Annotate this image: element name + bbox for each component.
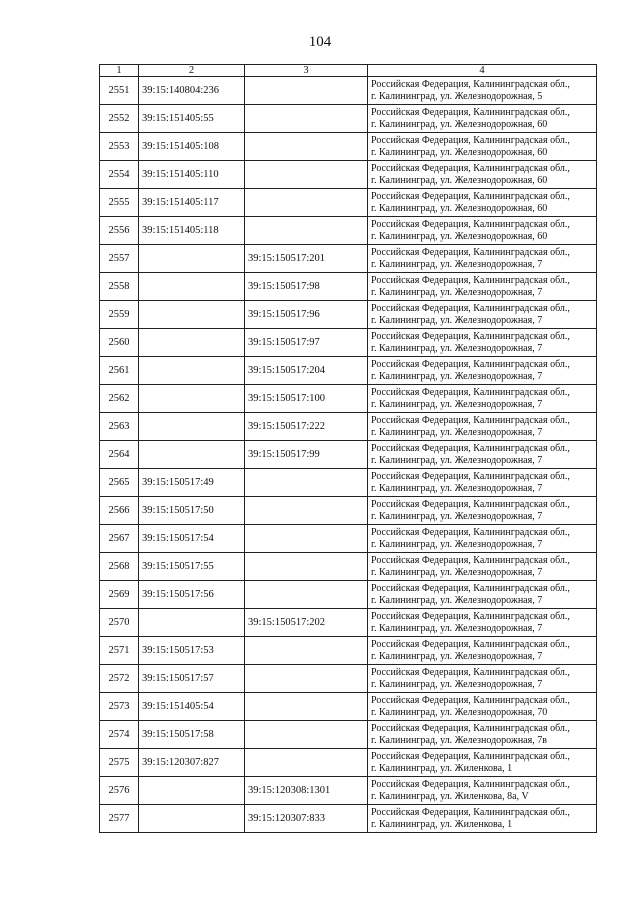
row-number: 2570 (100, 609, 139, 637)
address-cell (368, 441, 597, 469)
address-line-2: г. Калининград, ул. Железнодорожная, 7 (371, 258, 543, 270)
address-line-1: Российская Федерация, Калининградская обл., (371, 470, 570, 482)
cadastral-number-col3 (245, 217, 368, 245)
table-row (100, 749, 597, 777)
address-cell (368, 805, 597, 833)
table-row (100, 553, 597, 581)
table-row (100, 217, 597, 245)
address-cell (368, 273, 597, 301)
address-line-1: Российская Федерация, Калининградская обл., (371, 610, 570, 622)
address-line-2: г. Калининград, ул. Железнодорожная, 7 (371, 426, 543, 438)
table-row (100, 245, 597, 273)
cadastral-number-col3: 39:15:150517:98 (245, 273, 368, 301)
address-line-2: г. Калининград, ул. Железнодорожная, 7 (371, 286, 543, 298)
address-line-2: г. Калининград, ул. Железнодорожная, 60 (371, 118, 548, 130)
address-line-1: Российская Федерация, Калининградская обл., (371, 442, 570, 454)
row-number: 2574 (100, 721, 139, 749)
cadastral-number-col3 (245, 721, 368, 749)
address-cell (368, 189, 597, 217)
cadastral-number-col2: 39:15:150517:53 (139, 637, 245, 665)
column-header-4: 4 (368, 65, 597, 77)
address-line-2: г. Калининград, ул. Железнодорожная, 60 (371, 146, 548, 158)
address-cell (368, 581, 597, 609)
cadastral-number-col2: 39:15:150517:58 (139, 721, 245, 749)
address-cell (368, 609, 597, 637)
cadastral-number-col3: 39:15:150517:202 (245, 609, 368, 637)
cadastral-number-col3 (245, 161, 368, 189)
address-line-1: Российская Федерация, Калининградская обл., (371, 162, 570, 174)
table-row (100, 525, 597, 553)
address-line-2: г. Калининград, ул. Железнодорожная, 7 (371, 398, 543, 410)
table-header-row (100, 65, 597, 77)
address-line-2: г. Калининград, ул. Железнодорожная, 5 (371, 90, 543, 102)
cadastral-number-col2: 39:15:150517:57 (139, 665, 245, 693)
address-line-2: г. Калининград, ул. Железнодорожная, 7 (371, 482, 543, 494)
cadastral-number-col2 (139, 777, 245, 805)
cadastral-number-col2: 39:15:151405:108 (139, 133, 245, 161)
table-row (100, 469, 597, 497)
cadastral-number-col3 (245, 693, 368, 721)
row-number: 2576 (100, 777, 139, 805)
address-line-2: г. Калининград, ул. Железнодорожная, 60 (371, 230, 548, 242)
address-line-1: Российская Федерация, Калининградская обл., (371, 750, 570, 762)
address-line-1: Российская Федерация, Калининградская обл., (371, 498, 570, 510)
row-number: 2562 (100, 385, 139, 413)
table-row (100, 721, 597, 749)
cadastral-number-col3 (245, 133, 368, 161)
address-cell (368, 497, 597, 525)
registry-table (99, 64, 597, 833)
table-row (100, 413, 597, 441)
cadastral-number-col2 (139, 301, 245, 329)
cadastral-number-col3 (245, 497, 368, 525)
row-number: 2564 (100, 441, 139, 469)
cadastral-number-col2 (139, 805, 245, 833)
address-line-1: Российская Федерация, Калининградская обл., (371, 666, 570, 678)
row-number: 2559 (100, 301, 139, 329)
table-row (100, 329, 597, 357)
cadastral-number-col3 (245, 77, 368, 105)
table-row (100, 693, 597, 721)
table-row (100, 105, 597, 133)
row-number: 2569 (100, 581, 139, 609)
address-line-2: г. Калининград, ул. Железнодорожная, 60 (371, 202, 548, 214)
address-cell (368, 637, 597, 665)
cadastral-number-col2: 39:15:151405:110 (139, 161, 245, 189)
column-header-1: 1 (100, 65, 139, 77)
address-cell (368, 749, 597, 777)
address-line-2: г. Калининград, ул. Железнодорожная, 7 (371, 314, 543, 326)
address-line-2: г. Калининград, ул. Жиленкова, 8а, V (371, 790, 529, 802)
row-number: 2551 (100, 77, 139, 105)
cadastral-number-col3 (245, 637, 368, 665)
address-line-1: Российская Федерация, Калининградская обл., (371, 386, 570, 398)
row-number: 2575 (100, 749, 139, 777)
row-number: 2553 (100, 133, 139, 161)
row-number: 2565 (100, 469, 139, 497)
address-line-2: г. Калининград, ул. Железнодорожная, 7 (371, 510, 543, 522)
table-row (100, 77, 597, 105)
address-line-1: Российская Федерация, Калининградская обл., (371, 806, 570, 818)
address-cell (368, 245, 597, 273)
cadastral-number-col3 (245, 189, 368, 217)
table-row (100, 665, 597, 693)
address-cell (368, 217, 597, 245)
column-header-3: 3 (245, 65, 368, 77)
cadastral-number-col2 (139, 413, 245, 441)
row-number: 2571 (100, 637, 139, 665)
cadastral-number-col2: 39:15:150517:49 (139, 469, 245, 497)
address-line-2: г. Калининград, ул. Железнодорожная, 7 (371, 538, 543, 550)
address-line-2: г. Калининград, ул. Железнодорожная, 7 (371, 594, 543, 606)
cadastral-number-col3: 39:15:120308:1301 (245, 777, 368, 805)
cadastral-number-col2: 39:15:151405:117 (139, 189, 245, 217)
address-cell (368, 525, 597, 553)
address-cell (368, 161, 597, 189)
row-number: 2554 (100, 161, 139, 189)
address-line-1: Российская Федерация, Калининградская обл., (371, 778, 570, 790)
table-body (100, 77, 597, 833)
address-line-2: г. Калининград, ул. Железнодорожная, 7 (371, 370, 543, 382)
address-cell (368, 77, 597, 105)
address-line-2: г. Калининград, ул. Железнодорожная, 7 (371, 454, 543, 466)
address-cell (368, 105, 597, 133)
address-cell (368, 777, 597, 805)
address-line-2: г. Калининград, ул. Жиленкова, 1 (371, 818, 513, 830)
address-line-1: Российская Федерация, Калининградская обл., (371, 358, 570, 370)
address-cell (368, 385, 597, 413)
address-line-1: Российская Федерация, Калининградская обл., (371, 106, 570, 118)
cadastral-number-col3 (245, 469, 368, 497)
cadastral-number-col3: 39:15:150517:222 (245, 413, 368, 441)
address-line-1: Российская Федерация, Калининградская обл., (371, 218, 570, 230)
cadastral-number-col2 (139, 441, 245, 469)
cadastral-number-col3: 39:15:150517:96 (245, 301, 368, 329)
cadastral-number-col2 (139, 245, 245, 273)
table-row (100, 161, 597, 189)
address-cell (368, 357, 597, 385)
cadastral-number-col3 (245, 105, 368, 133)
address-line-1: Российская Федерация, Калининградская обл., (371, 554, 570, 566)
cadastral-number-col2: 39:15:151405:54 (139, 693, 245, 721)
address-line-2: г. Калининград, ул. Железнодорожная, 7 (371, 566, 543, 578)
table-row (100, 301, 597, 329)
cadastral-number-col2: 39:15:150517:55 (139, 553, 245, 581)
cadastral-number-col3 (245, 749, 368, 777)
address-cell (368, 329, 597, 357)
cadastral-number-col3 (245, 525, 368, 553)
address-line-1: Российская Федерация, Калининградская обл., (371, 414, 570, 426)
cadastral-number-col2 (139, 357, 245, 385)
address-line-2: г. Калининград, ул. Железнодорожная, 70 (371, 706, 548, 718)
row-number: 2567 (100, 525, 139, 553)
row-number: 2573 (100, 693, 139, 721)
cadastral-number-col3 (245, 581, 368, 609)
table-row (100, 385, 597, 413)
address-cell (368, 469, 597, 497)
cadastral-number-col3 (245, 553, 368, 581)
address-line-1: Российская Федерация, Калининградская обл., (371, 78, 570, 90)
address-line-2: г. Калининград, ул. Железнодорожная, 7 (371, 342, 543, 354)
cadastral-number-col3: 39:15:150517:100 (245, 385, 368, 413)
row-number: 2577 (100, 805, 139, 833)
address-line-1: Российская Федерация, Калининградская обл., (371, 526, 570, 538)
cadastral-number-col2: 39:15:151405:55 (139, 105, 245, 133)
page-number: 104 (308, 34, 332, 50)
address-cell (368, 665, 597, 693)
address-line-2: г. Калининград, ул. Железнодорожная, 7в (371, 734, 547, 746)
table-row (100, 581, 597, 609)
cadastral-number-col3: 39:15:150517:99 (245, 441, 368, 469)
row-number: 2560 (100, 329, 139, 357)
cadastral-number-col2 (139, 609, 245, 637)
address-cell (368, 721, 597, 749)
row-number: 2552 (100, 105, 139, 133)
table-row (100, 497, 597, 525)
table-row (100, 133, 597, 161)
address-line-2: г. Калининград, ул. Железнодорожная, 7 (371, 622, 543, 634)
row-number: 2558 (100, 273, 139, 301)
address-line-1: Российская Федерация, Калининградская обл., (371, 134, 570, 146)
table-row (100, 805, 597, 833)
column-header-2: 2 (139, 65, 245, 77)
address-line-2: г. Калининград, ул. Жиленкова, 1 (371, 762, 513, 774)
address-line-1: Российская Федерация, Калининградская обл., (371, 274, 570, 286)
cadastral-number-col2 (139, 273, 245, 301)
row-number: 2555 (100, 189, 139, 217)
table-row (100, 357, 597, 385)
address-line-1: Российская Федерация, Калининградская обл., (371, 582, 570, 594)
cadastral-number-col3: 39:15:150517:201 (245, 245, 368, 273)
table-row (100, 189, 597, 217)
cadastral-number-col2 (139, 329, 245, 357)
cadastral-number-col3 (245, 665, 368, 693)
cadastral-number-col3: 39:15:150517:204 (245, 357, 368, 385)
cadastral-number-col2: 39:15:150517:54 (139, 525, 245, 553)
address-line-2: г. Калининград, ул. Железнодорожная, 7 (371, 678, 543, 690)
address-cell (368, 553, 597, 581)
cadastral-number-col2: 39:15:150517:56 (139, 581, 245, 609)
address-line-1: Российская Федерация, Калининградская обл., (371, 638, 570, 650)
address-line-2: г. Калининград, ул. Железнодорожная, 7 (371, 650, 543, 662)
address-line-2: г. Калининград, ул. Железнодорожная, 60 (371, 174, 548, 186)
table-row (100, 273, 597, 301)
address-cell (368, 301, 597, 329)
cadastral-number-col2 (139, 385, 245, 413)
cadastral-number-col2: 39:15:150517:50 (139, 497, 245, 525)
row-number: 2572 (100, 665, 139, 693)
cadastral-number-col2: 39:15:140804:236 (139, 77, 245, 105)
row-number: 2568 (100, 553, 139, 581)
cadastral-number-col3: 39:15:150517:97 (245, 329, 368, 357)
address-line-1: Российская Федерация, Калининградская обл., (371, 246, 570, 258)
row-number: 2566 (100, 497, 139, 525)
address-line-1: Российская Федерация, Калининградская обл., (371, 330, 570, 342)
cadastral-number-col2: 39:15:151405:118 (139, 217, 245, 245)
address-cell (368, 133, 597, 161)
table-row (100, 609, 597, 637)
address-line-1: Российская Федерация, Калининградская обл., (371, 302, 570, 314)
address-cell (368, 413, 597, 441)
address-cell (368, 693, 597, 721)
table-row (100, 777, 597, 805)
row-number: 2556 (100, 217, 139, 245)
address-line-1: Российская Федерация, Калининградская обл., (371, 722, 570, 734)
cadastral-number-col3: 39:15:120307:833 (245, 805, 368, 833)
row-number: 2557 (100, 245, 139, 273)
table-row (100, 637, 597, 665)
address-line-1: Российская Федерация, Калининградская обл., (371, 190, 570, 202)
row-number: 2561 (100, 357, 139, 385)
table-row (100, 441, 597, 469)
row-number: 2563 (100, 413, 139, 441)
address-line-1: Российская Федерация, Калининградская обл., (371, 694, 570, 706)
cadastral-number-col2: 39:15:120307:827 (139, 749, 245, 777)
